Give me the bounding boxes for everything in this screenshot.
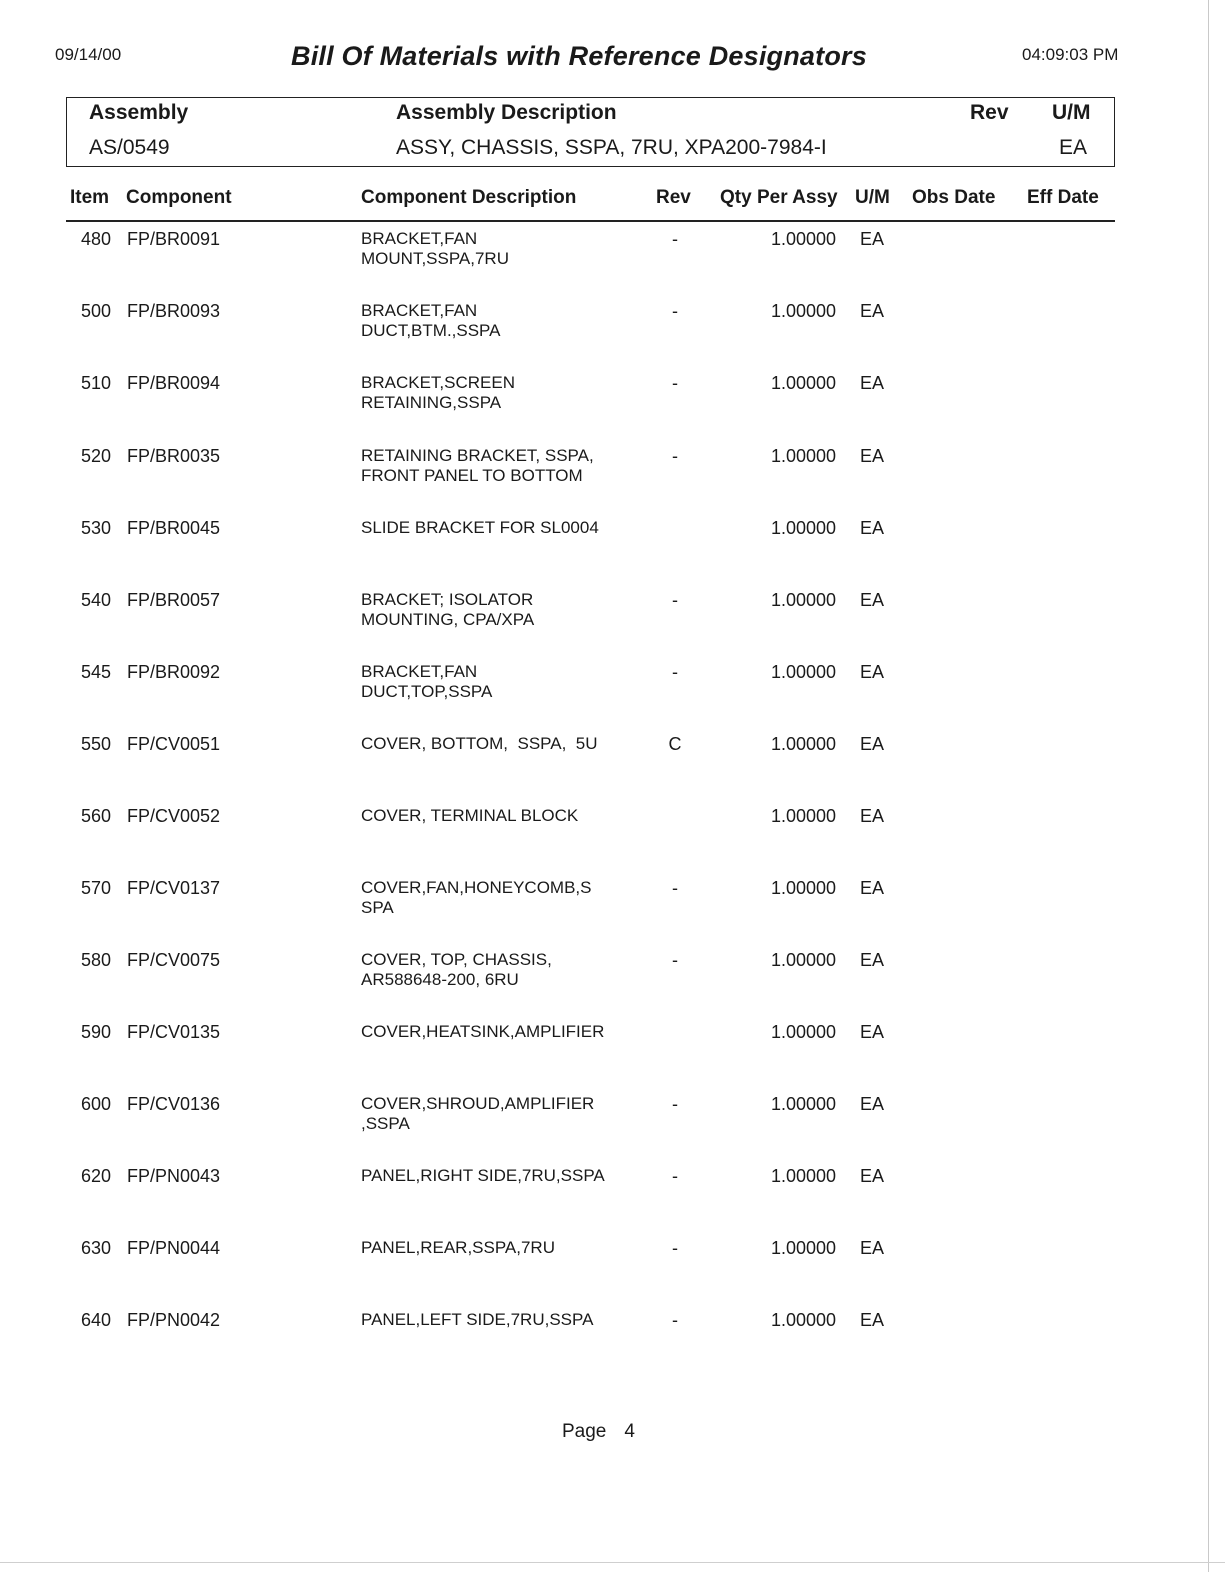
page-number: [562, 1421, 635, 1443]
unit-of-measure: EA: [860, 1310, 885, 1330]
unit-of-measure: EA: [860, 950, 885, 970]
component-description: COVER,FAN,HONEYCOMB,S SPA: [361, 878, 592, 917]
column-header-um: U/M: [855, 187, 890, 208]
component-number: FP/BR0094: [127, 373, 221, 393]
unit-of-measure: EA: [860, 1166, 885, 1186]
table-row: [0, 1094, 1225, 1166]
component-rev: -: [672, 446, 678, 466]
report-title: Bill Of Materials with Reference Designators: [291, 41, 867, 71]
table-row: [0, 373, 1225, 445]
component-number: FP/PN0043: [127, 1166, 221, 1186]
assembly-um: EA: [1059, 136, 1088, 159]
component-rev: -: [672, 878, 678, 898]
report-time: 04:09:03 PM: [1022, 45, 1119, 64]
assembly-number: AS/0549: [89, 136, 170, 159]
component-number: FP/CV0135: [127, 1022, 221, 1042]
quantity-per-assembly: 1.00000: [771, 229, 837, 249]
item-number: 570: [81, 878, 112, 898]
component-description: RETAINING BRACKET, SSPA, FRONT PANEL TO BOTTOM: [361, 446, 594, 485]
column-header-rev: Rev: [656, 187, 691, 208]
item-number: 540: [81, 590, 112, 610]
component-number: FP/BR0092: [127, 662, 221, 682]
item-number: 545: [81, 662, 112, 682]
component-rev: -: [672, 1310, 678, 1330]
component-rev: -: [672, 301, 678, 321]
quantity-per-assembly: 1.00000: [771, 518, 837, 538]
component-number: FP/BR0093: [127, 301, 221, 321]
component-number: FP/PN0044: [127, 1238, 221, 1258]
item-number: 630: [81, 1238, 112, 1258]
quantity-per-assembly: 1.00000: [771, 1094, 837, 1114]
component-rev: -: [672, 950, 678, 970]
component-rev: -: [672, 1238, 678, 1258]
component-description: BRACKET; ISOLATOR MOUNTING, CPA/XPA: [361, 590, 535, 629]
quantity-per-assembly: 1.00000: [771, 1310, 837, 1330]
quantity-per-assembly: 1.00000: [771, 446, 837, 466]
table-row: [0, 1310, 1225, 1382]
quantity-per-assembly: 1.00000: [771, 734, 837, 754]
table-row: [0, 662, 1225, 734]
unit-of-measure: EA: [860, 734, 885, 754]
component-description: BRACKET,FAN DUCT,BTM.,SSPA: [361, 301, 501, 340]
unit-of-measure: EA: [860, 1094, 885, 1114]
table-row: [0, 734, 1225, 806]
table-row: [0, 590, 1225, 662]
quantity-per-assembly: 1.00000: [771, 1166, 837, 1186]
component-number: FP/BR0045: [127, 518, 221, 538]
quantity-per-assembly: 1.00000: [771, 590, 837, 610]
component-description: COVER, BOTTOM, SSPA, 5U: [361, 734, 598, 753]
component-description: PANEL,REAR,SSPA,7RU: [361, 1238, 555, 1257]
quantity-per-assembly: 1.00000: [771, 1022, 837, 1042]
table-row: [0, 806, 1225, 878]
unit-of-measure: EA: [860, 806, 885, 826]
item-number: 530: [81, 518, 112, 538]
component-rev: -: [672, 1166, 678, 1186]
component-number: FP/BR0035: [127, 446, 221, 466]
page-label: Page: [562, 1421, 607, 1442]
page-edge-bottom: [0, 1562, 1225, 1563]
table-row: [0, 1022, 1225, 1094]
component-description: PANEL,LEFT SIDE,7RU,SSPA: [361, 1310, 594, 1329]
unit-of-measure: EA: [860, 373, 885, 393]
column-header-item: Item: [70, 187, 110, 208]
item-number: 500: [81, 301, 112, 321]
item-number: 480: [81, 229, 112, 249]
assembly-um-label: U/M: [1052, 101, 1091, 124]
item-number: 550: [81, 734, 112, 754]
table-row: [0, 950, 1225, 1022]
unit-of-measure: EA: [860, 662, 885, 682]
quantity-per-assembly: 1.00000: [771, 878, 837, 898]
report-date: 09/14/00: [55, 45, 122, 64]
component-description: COVER,HEATSINK,AMPLIFIER: [361, 1022, 605, 1041]
unit-of-measure: EA: [860, 301, 885, 321]
table-row: [0, 446, 1225, 518]
component-rev: -: [672, 1094, 678, 1114]
component-description: BRACKET,FAN MOUNT,SSPA,7RU: [361, 229, 509, 268]
table-row: [0, 1166, 1225, 1238]
table-row: [0, 229, 1225, 301]
component-rev: -: [672, 662, 678, 682]
component-description: COVER, TERMINAL BLOCK: [361, 806, 579, 825]
unit-of-measure: EA: [860, 1022, 885, 1042]
component-number: FP/BR0057: [127, 590, 221, 610]
component-description: SLIDE BRACKET FOR SL0004: [361, 518, 599, 537]
component-number: FP/BR0091: [127, 229, 221, 249]
page-number-value: 4: [624, 1421, 635, 1442]
unit-of-measure: EA: [860, 590, 885, 610]
component-description: BRACKET,FAN DUCT,TOP,SSPA: [361, 662, 493, 701]
item-number: 620: [81, 1166, 112, 1186]
table-row: [0, 301, 1225, 373]
assembly-rev-label: Rev: [970, 101, 1009, 124]
component-rev: -: [672, 373, 678, 393]
component-number: FP/CV0051: [127, 734, 221, 754]
component-description: COVER, TOP, CHASSIS, AR588648-200, 6RU: [361, 950, 552, 989]
component-rev: -: [672, 229, 678, 249]
item-number: 600: [81, 1094, 112, 1114]
item-number: 510: [81, 373, 112, 393]
unit-of-measure: EA: [860, 229, 885, 249]
component-description: PANEL,RIGHT SIDE,7RU,SSPA: [361, 1166, 605, 1185]
component-rev: -: [672, 590, 678, 610]
unit-of-measure: EA: [860, 446, 885, 466]
unit-of-measure: EA: [860, 518, 885, 538]
component-number: FP/CV0137: [127, 878, 221, 898]
component-description: BRACKET,SCREEN RETAINING,SSPA: [361, 373, 515, 412]
quantity-per-assembly: 1.00000: [771, 662, 837, 682]
column-header-rule: [66, 220, 1115, 222]
item-number: 580: [81, 950, 112, 970]
quantity-per-assembly: 1.00000: [771, 373, 837, 393]
column-header-obs-date: Obs Date: [912, 187, 996, 208]
quantity-per-assembly: 1.00000: [771, 950, 837, 970]
component-number: FP/CV0052: [127, 806, 221, 826]
quantity-per-assembly: 1.00000: [771, 301, 837, 321]
assembly-label: Assembly: [89, 101, 189, 124]
column-header-description: Component Description: [361, 187, 577, 208]
item-number: 640: [81, 1310, 112, 1330]
component-rev: C: [668, 734, 682, 754]
item-number: 520: [81, 446, 112, 466]
quantity-per-assembly: 1.00000: [771, 1238, 837, 1258]
table-row: [0, 518, 1225, 590]
column-header-qty: Qty Per Assy: [720, 187, 838, 208]
component-number: FP/CV0136: [127, 1094, 221, 1114]
assembly-description-label: Assembly Description: [396, 101, 617, 124]
quantity-per-assembly: 1.00000: [771, 806, 837, 826]
item-number: 590: [81, 1022, 112, 1042]
unit-of-measure: EA: [860, 878, 885, 898]
unit-of-measure: EA: [860, 1238, 885, 1258]
column-header-eff-date: Eff Date: [1027, 187, 1099, 208]
component-number: FP/PN0042: [127, 1310, 221, 1330]
component-description: COVER,SHROUD,AMPLIFIER ,SSPA: [361, 1094, 595, 1133]
table-row: [0, 878, 1225, 950]
item-number: 560: [81, 806, 112, 826]
assembly-description: ASSY, CHASSIS, SSPA, 7RU, XPA200-7984-I: [396, 136, 827, 159]
column-header-component: Component: [126, 187, 232, 208]
component-number: FP/CV0075: [127, 950, 221, 970]
table-row: [0, 1238, 1225, 1310]
